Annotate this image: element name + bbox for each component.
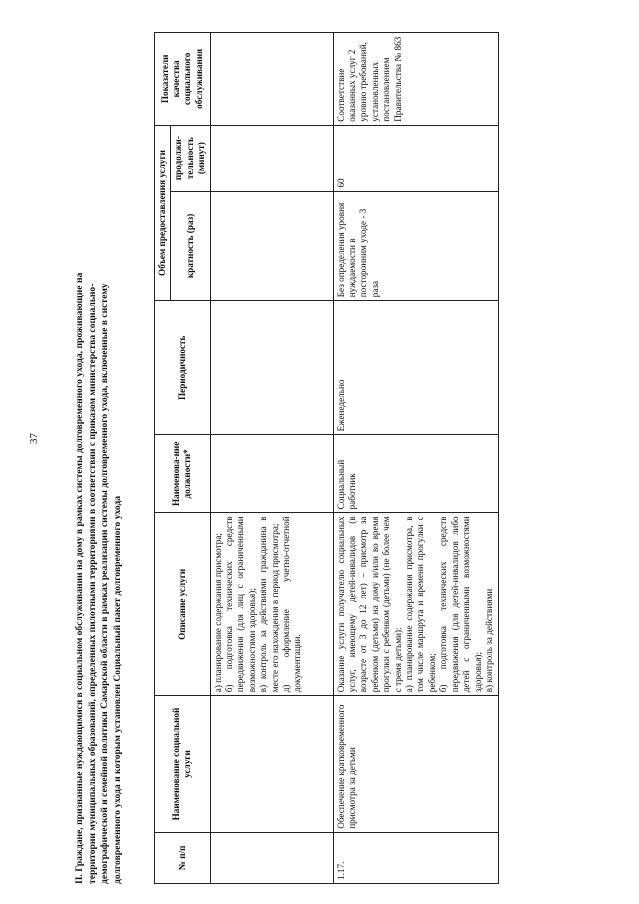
cell-duration (210, 125, 333, 191)
header-num: № п/п (155, 832, 211, 883)
cell-times: Без определения уровня нуждаемости в посторонним уходе - 3 раза (333, 191, 498, 301)
heading-line-2: территории муниципальных образований, определенных пилотными территориями в соответствии с приказом министерства социально- (86, 283, 98, 884)
description-item: а) планирование содержания присмотра; (212, 533, 223, 693)
header-service-name: Наименование социальной услуги (155, 696, 211, 833)
services-table (154, 32, 499, 884)
cell-num: 1.17. (333, 832, 498, 883)
cell-service-name: Обеспечение кратковременного присмотра за детьми (333, 696, 498, 833)
description-item: в) контроль за действиями гражданина в месте его нахождения в период присмотра; (258, 516, 280, 693)
table-header-row (155, 33, 171, 884)
header-times: кратность (раз) (171, 191, 210, 301)
cell-description (210, 513, 333, 696)
header-description: Описание услуги (155, 513, 211, 696)
table-row-continued (210, 33, 333, 884)
heading-line-4: долговременного ухода и которым установлен Социальный пакет долговременного ухода (111, 495, 123, 884)
cell-service-name (210, 696, 333, 833)
table-row-1-17 (333, 33, 498, 884)
description-item: Оказание услуги получателю социальных услуг, имеющему детей-инвалидов (в возрасте от 3 до 12 лет) – присмотр за ребенком (детьми) на дому и/или во время прогулки с ребенком (детьми) (не более чем с тремя детьми): (335, 516, 403, 693)
description-item: б) подготовка технических средств передвижения (для детей-инвалидов либо детей с ограниченными возможностями здоровья); (438, 516, 483, 693)
cell-quality (210, 33, 333, 126)
section-heading (74, 34, 124, 884)
cell-duration: 60 (333, 125, 498, 191)
cell-periodicity: Еженедельно (333, 301, 498, 435)
description-item: д) оформление учетно-отчетной документации. (281, 516, 303, 693)
description-item: а) планирование содержания присмотра, в том числе маршрута и времени прогулки с ребенком; (404, 516, 437, 693)
cell-position: Социальный работник (333, 435, 498, 513)
description-item: в) контроль за действиями (483, 588, 494, 693)
cell-periodicity (210, 301, 333, 435)
header-duration: продолжи-тельность (минут) (171, 125, 210, 191)
cell-times (210, 191, 333, 301)
description-item: б) подготовка технических средств передвижения (для лиц с ограниченными возможностями здоровья); (224, 516, 257, 693)
cell-position (210, 435, 333, 513)
page-number: 37 (28, 433, 40, 444)
header-quality: Показатели качества социального обслуживания (155, 33, 211, 126)
heading-line-1: II. Граждане, признанные нуждающимися в социальном обслуживании на дому в рамках системы долговременного ухода, проживающие на (74, 272, 85, 884)
header-volume: Объем предоставления услуги (155, 125, 171, 301)
heading-line-3: демографической и семейной политики Самарской области в рамках реализации системы долговременного ухода, включенные в систему (99, 283, 111, 884)
cell-quality: Соответствие оказанных услуг 2 уровню требований, установленных постановлением Правительства № 863 (333, 33, 498, 126)
header-periodicity: Периодичность (155, 301, 211, 435)
rotated-page-content (70, 26, 636, 890)
cell-description (333, 513, 498, 696)
header-position: Наименова-ние должности* (155, 435, 211, 513)
cell-num (210, 832, 333, 883)
